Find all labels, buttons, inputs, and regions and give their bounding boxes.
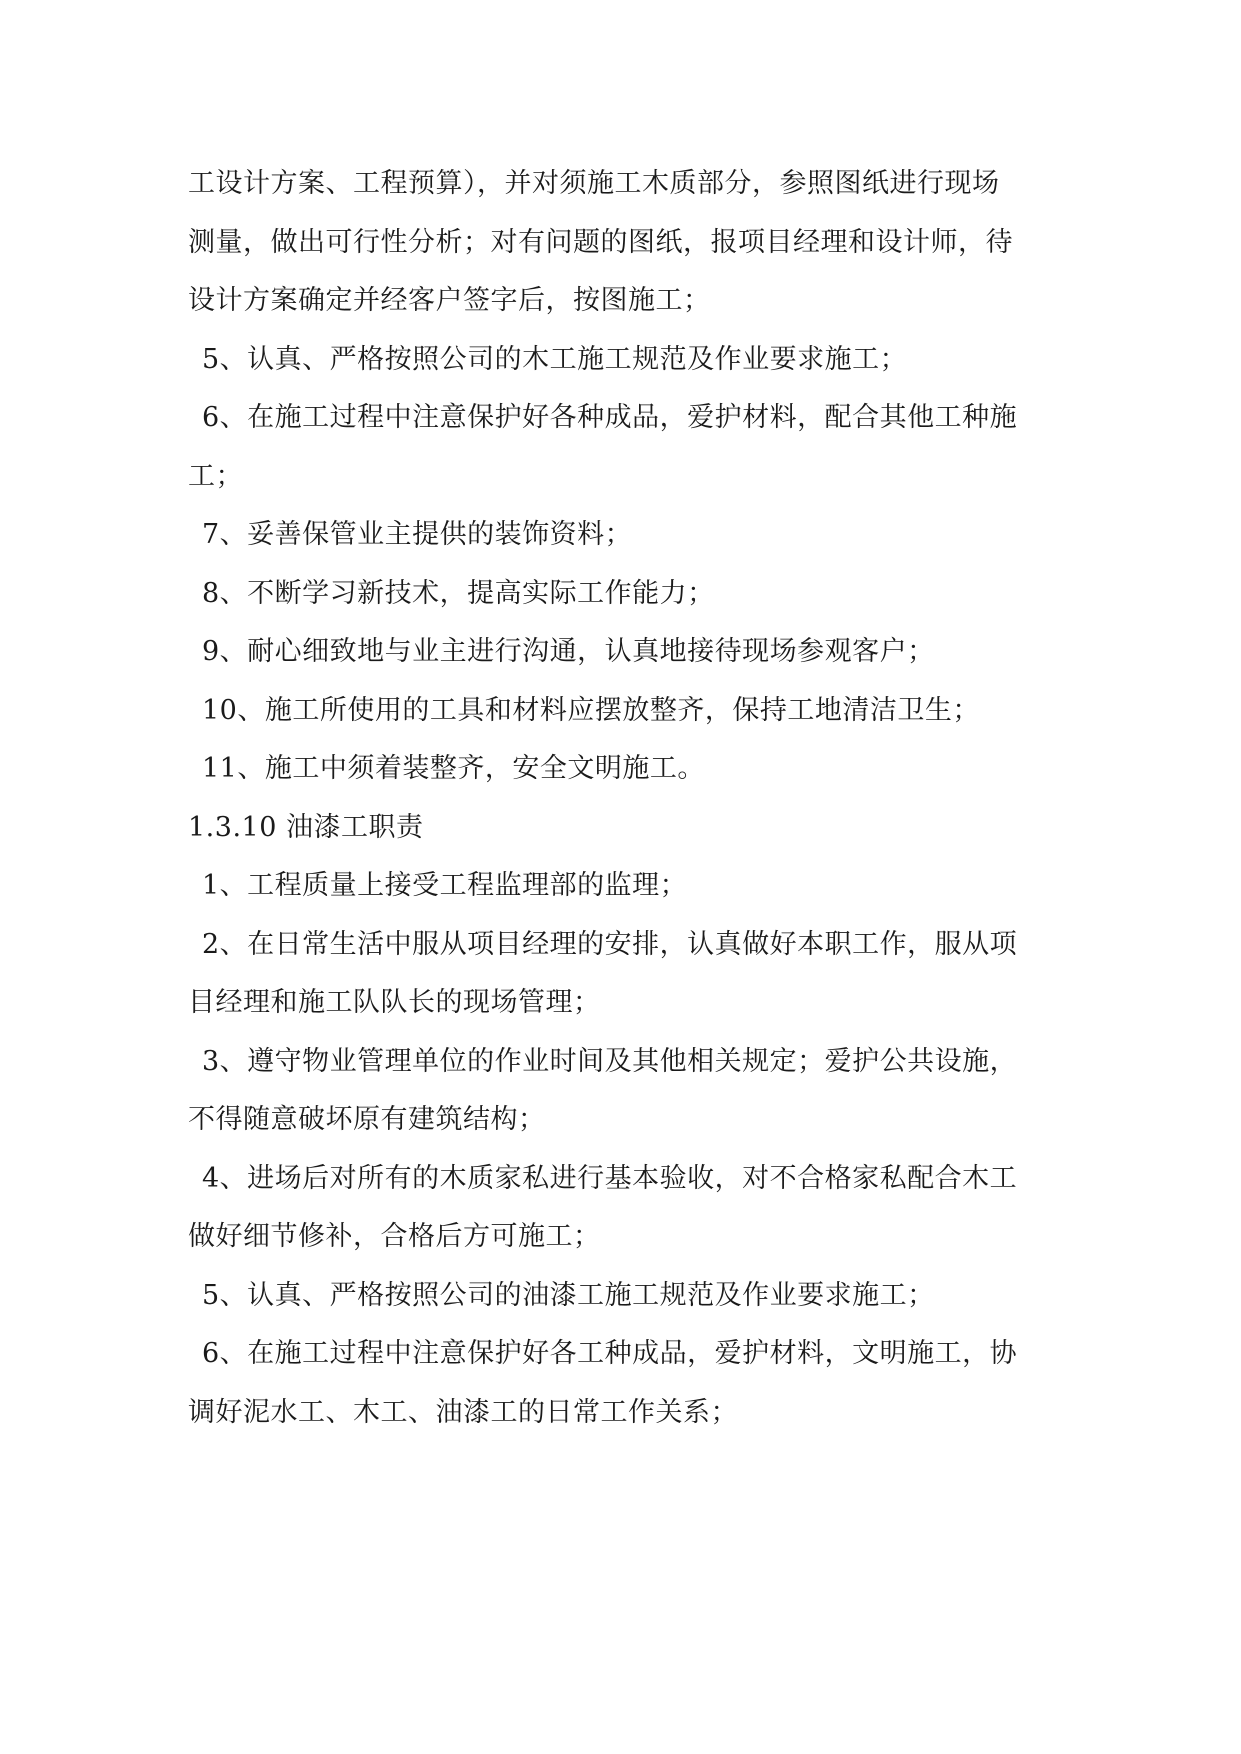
list-item-carpenter-6: 6、在施工过程中注意保护好各种成品，爱护材料，配合其他工种施 [202,402,1018,433]
paragraph-line: 调好泥水工、木工、油漆工的日常工作关系； [188,1396,738,1428]
paragraph-line: 设计方案确定并经客户签字后，按图施工； [188,285,711,316]
document-body [188,155,1068,1442]
list-item-carpenter-10: 10、施工所使用的工具和材料应摆放整齐，保持工地清洁卫生； [202,694,980,726]
list-item-carpenter-8: 8、不断学习新技术，提高实际工作能力； [202,577,715,609]
paragraph-line: 测量，做出可行性分析；对有问题的图纸，报项目经理和设计师，待 [188,226,1013,258]
paragraph-line: 工； [188,460,243,492]
list-item-painter-6: 6、在施工过程中注意保护好各工种成品，爱护材料，文明施工，协 [202,1338,1018,1369]
list-item-painter-5: 5、认真、严格按照公司的油漆工施工规范及作业要求施工； [202,1279,935,1311]
section-heading: 1.3.10 油漆工职责 [188,811,424,843]
list-item-carpenter-9: 9、耐心细致地与业主进行沟通，认真地接待现场参观客户； [202,636,935,667]
list-item-carpenter-7: 7、妥善保管业主提供的装饰资料； [202,519,633,550]
list-item-painter-4: 4、进场后对所有的木质家私进行基本验收，对不合格家私配合木工 [202,1162,1018,1194]
list-item-painter-3: 3、遵守物业管理单位的作业时间及其他相关规定；爱护公共设施， [202,1045,1018,1077]
paragraph-line: 目经理和施工队队长的现场管理； [188,987,601,1018]
list-item-carpenter-11: 11、施工中须着装整齐，安全文明施工。 [202,753,705,784]
paragraph-line: 做好细节修补，合格后方可施工； [188,1221,601,1252]
list-item-carpenter-5: 5、认真、严格按照公司的木工施工规范及作业要求施工； [202,343,908,375]
list-item-painter-1: 1、工程质量上接受工程监理部的监理； [202,870,688,901]
paragraph-line: 不得随意破坏原有建筑结构； [188,1104,546,1135]
paragraph-line: 工设计方案、工程预算），并对须施工木质部分，参照图纸进行现场 [188,168,1000,199]
list-item-painter-2: 2、在日常生活中服从项目经理的安排，认真做好本职工作，服从项 [202,928,1018,960]
